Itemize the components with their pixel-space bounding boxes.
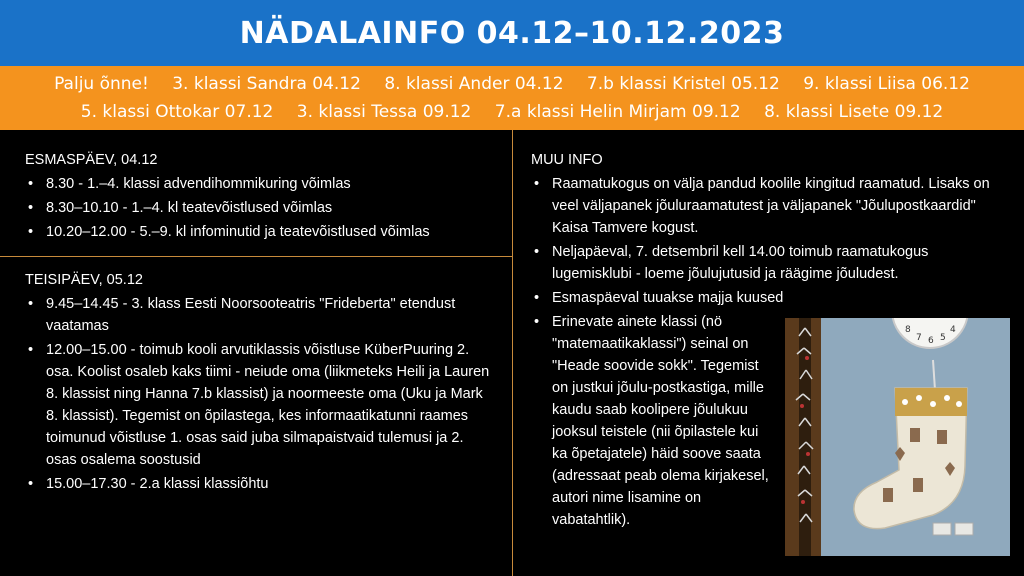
- birthday-line-2: [0, 102, 1024, 122]
- list-item: • 8.30 - 1.–4. klassi advendihommikuring võimlas: [25, 173, 505, 195]
- birthday-entry: 5. klassi Ottokar 07.12: [80, 102, 274, 122]
- column-divider: [512, 130, 513, 576]
- good-wishes-sock-photo: [785, 318, 1010, 556]
- tuesday-list: [25, 293, 495, 495]
- list-item: • Raamatukogus on välja pandud koolile kingitud raamatud. Lisaks on veel väljapanek jõuluraamatutest ja väljapanek "Jõulupostkaardid" Kaisa Tamvere kogust.: [531, 173, 1001, 239]
- list-item: • 10.20–12.00 - 5.–9. kl infominutid ja teatevõistlused võimlas: [25, 221, 505, 243]
- list-item: • 8.30–10.10 - 1.–4. kl teatevõistlused võimlas: [25, 197, 505, 219]
- section-divider: [0, 256, 512, 257]
- clock-digit: 6: [928, 336, 934, 346]
- list-item: • Esmaspäeval tuuakse majja kuused: [531, 287, 1001, 309]
- list-item: • Erinevate ainete klassi (nö "matemaatikaklassi") seinal on "Heade soovide sokk". Tegemist on justkui jõulu-postkastiga, mille kaudu saab koolipere jõulukuu jooksul teistele (nii õpilastele kui ka õpetajatele) häid soove saata (adressaat peab olema kirjakesel, autori nime lisamine on vabatahtlik).: [531, 311, 772, 531]
- clock-digit: 4: [950, 325, 956, 335]
- monday-section: [25, 149, 505, 243]
- birthday-line-1: [0, 74, 1024, 94]
- clock-digit: 8: [905, 325, 911, 335]
- wall-socket: [955, 523, 973, 535]
- page-title: NÄDALAINFO 04.12–10.12.2023: [239, 15, 785, 51]
- birthday-entry: 9. klassi Liisa 06.12: [803, 74, 970, 94]
- birthday-entry: 7.a klassi Helin Mirjam 09.12: [494, 102, 741, 122]
- list-item: • 12.00–15.00 - toimub kooli arvutiklassis võistluse KüberPuuring 2. osa. Koolist osaleb kaks tiimi - neiude oma (liikmeteks Heili ja Lauren 8. klassist ning Hanna 7.b klassist) ja noormeeste oma (Uku ja Mark 8. klassist). Tegemist on õpilastega, kes informaatikatunni raames toimunud võistluse 1. osas said juba silmapaistvaid tulemusi ja 2. osas osalema soostusid: [25, 339, 495, 471]
- monday-heading: ESMASPÄEV, 04.12: [25, 152, 158, 168]
- wall-socket: [933, 523, 951, 535]
- clock-digit: 7: [916, 333, 922, 343]
- birthday-entry: 7.b klassi Kristel 05.12: [586, 74, 780, 94]
- other-info-heading: MUU INFO: [531, 152, 603, 168]
- birthday-greeting: Palju õnne!: [54, 74, 149, 94]
- birthday-entry: 8. klassi Lisete 09.12: [764, 102, 944, 122]
- birthday-entry: 8. klassi Ander 04.12: [384, 74, 564, 94]
- list-item: • 9.45–14.45 - 3. klass Eesti Noorsooteatris "Frideberta" etendust vaatamas: [25, 293, 495, 337]
- tuesday-section: [25, 269, 495, 495]
- birthday-entry: 3. klassi Tessa 09.12: [296, 102, 472, 122]
- tuesday-heading: TEISIPÄEV, 05.12: [25, 272, 143, 288]
- birthday-entry: 3. klassi Sandra 04.12: [172, 74, 361, 94]
- monday-list: [25, 173, 505, 243]
- photo-illustration: [785, 318, 1010, 556]
- birthday-banner: [0, 66, 1024, 130]
- list-item: • Neljapäeval, 7. detsembril kell 14.00 toimub raamatukogus lugemisklubi - loeme jõulujutusid ja räägime jõuludest.: [531, 241, 1001, 285]
- clock-digit: 5: [940, 333, 946, 343]
- title-bar: [0, 0, 1024, 66]
- list-item: • 15.00–17.30 - 2.a klassi klassiõhtu: [25, 473, 495, 495]
